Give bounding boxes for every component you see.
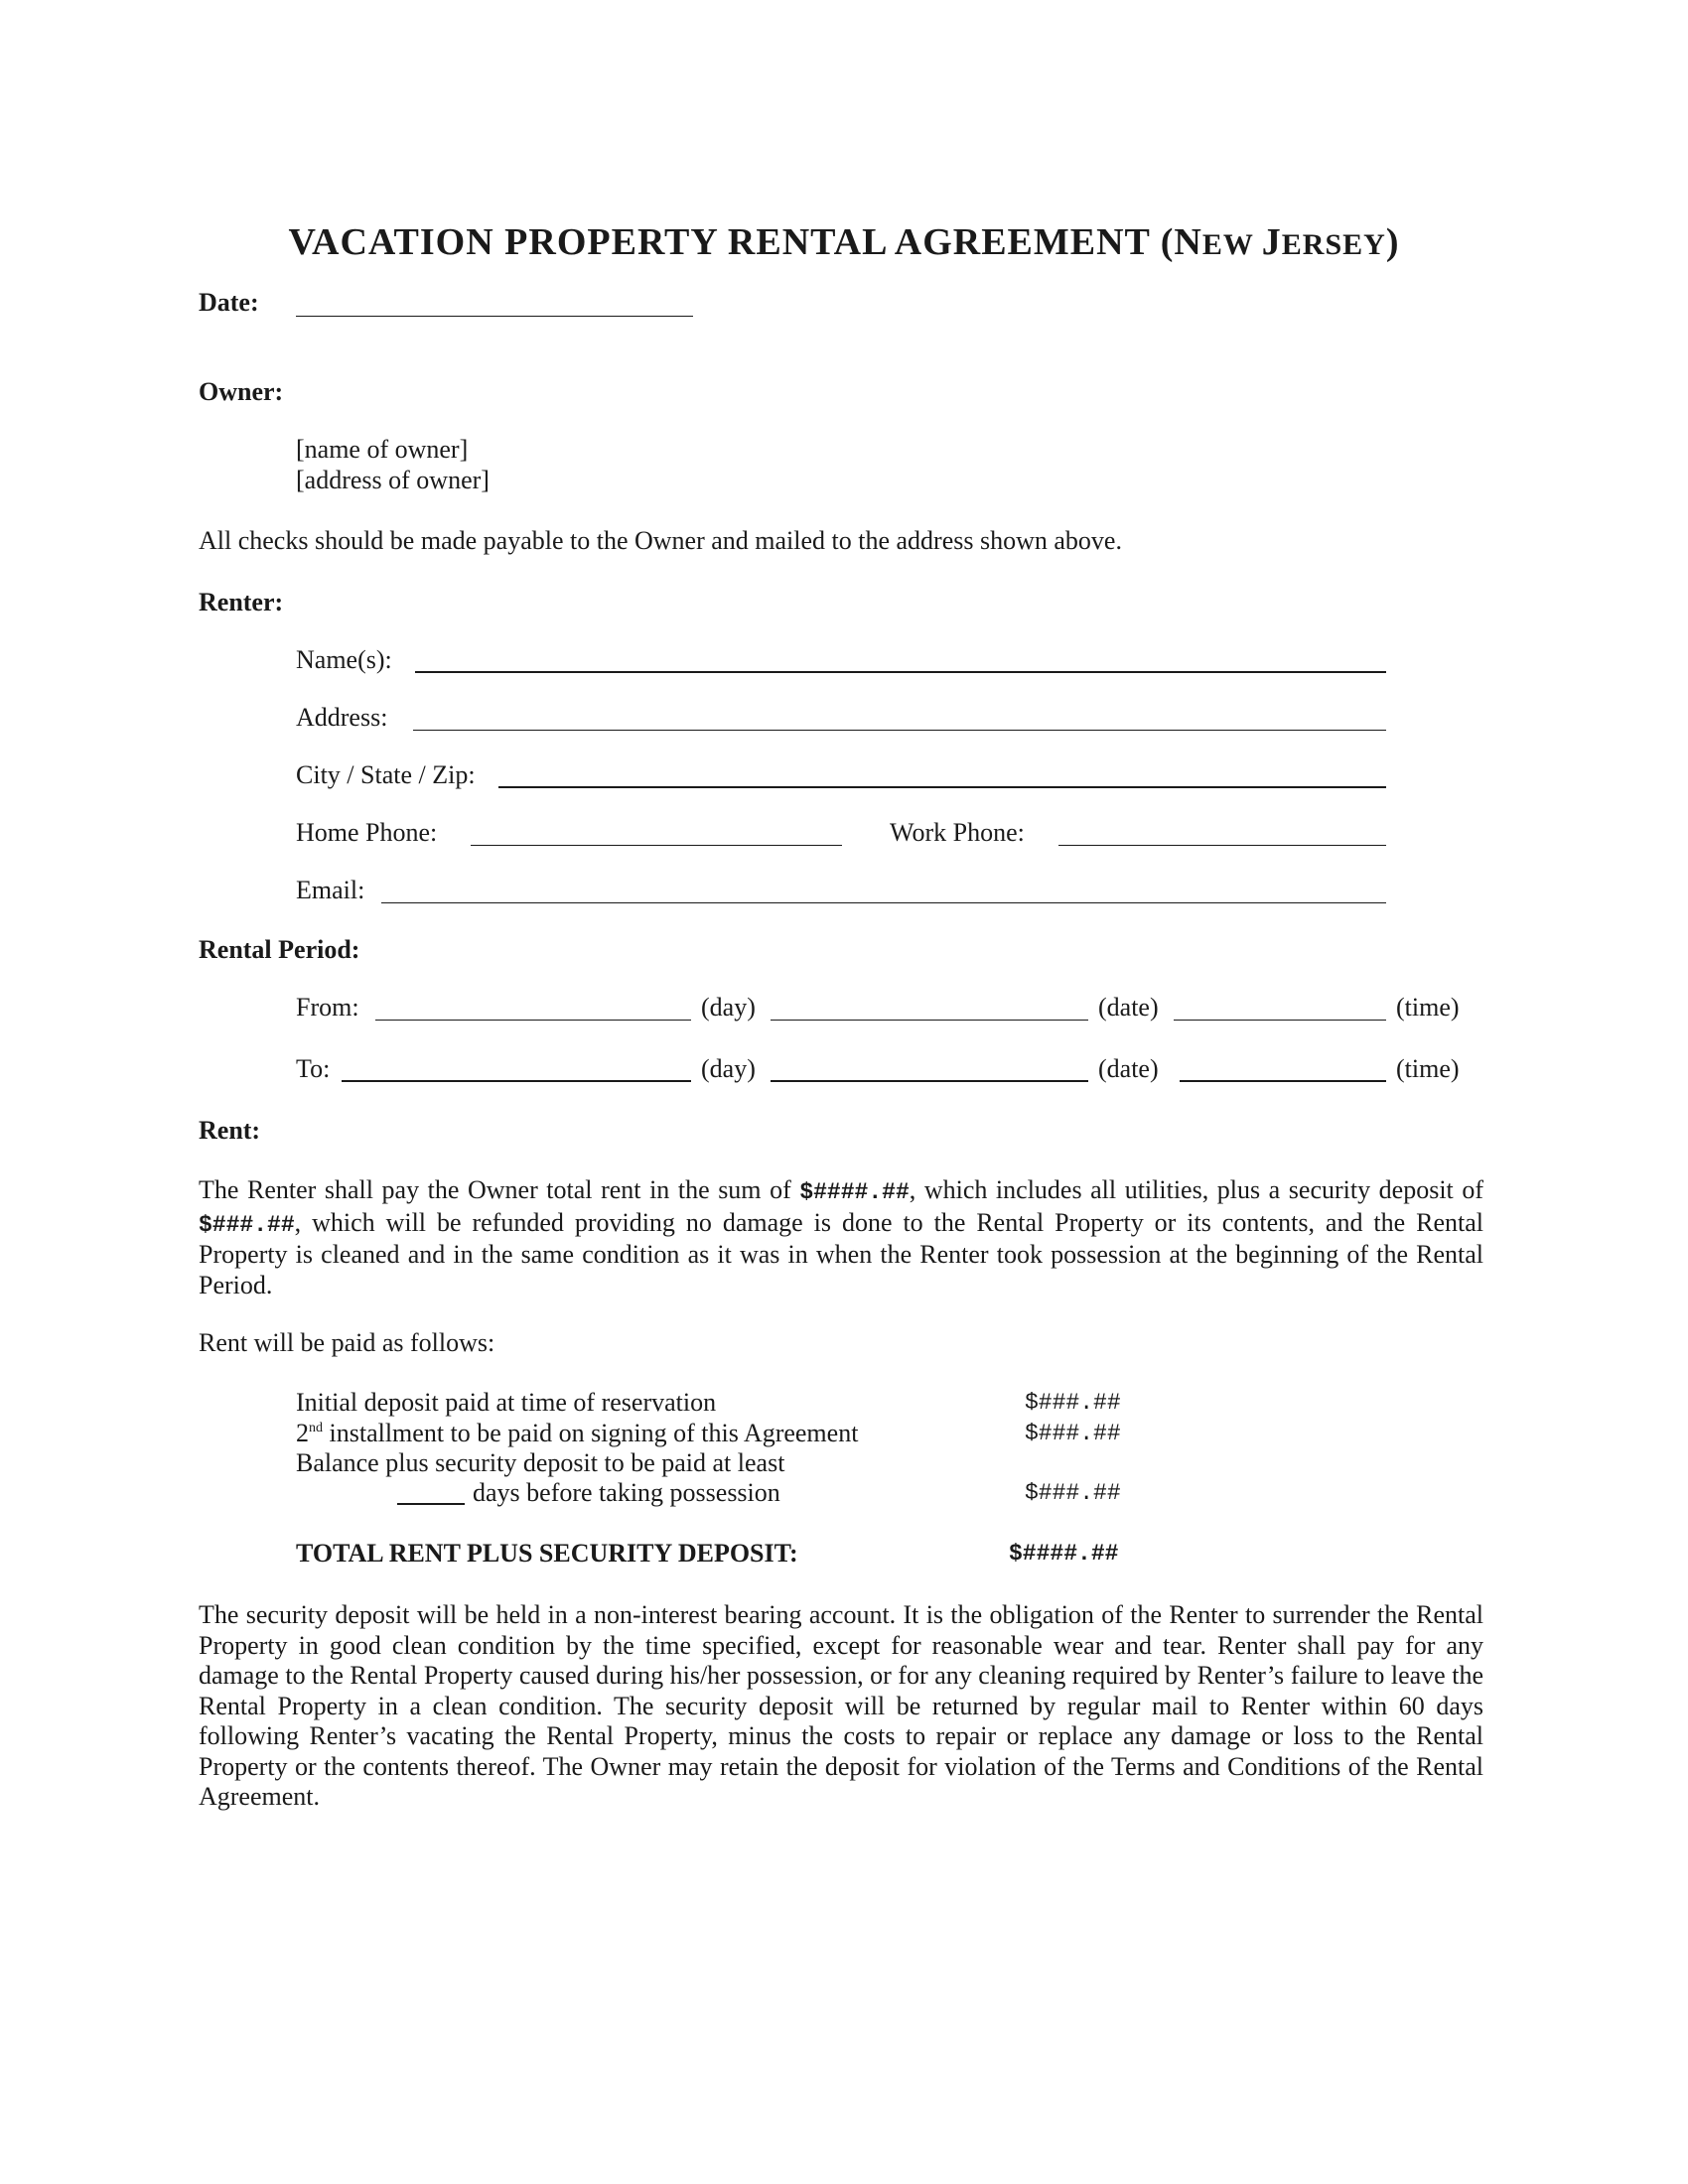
to-label: To:: [296, 1054, 331, 1083]
home-phone-label: Home Phone:: [296, 818, 438, 847]
from-day-label: (day): [701, 993, 756, 1022]
rent-deposit-amount: $###.##: [199, 1211, 295, 1238]
rent-text-b: , which includes all utilities, plus a security deposit of: [909, 1175, 1483, 1204]
to-time-label: (time): [1396, 1054, 1460, 1083]
work-phone-field[interactable]: [1058, 845, 1386, 846]
title-state-n: N: [1174, 221, 1202, 263]
schedule-item-4-label: days before taking possession: [473, 1478, 780, 1507]
paid-as-follows: Rent will be paid as follows:: [199, 1328, 495, 1357]
to-date-field[interactable]: [771, 1080, 1088, 1082]
schedule-item-1-amount: $###.##: [1025, 1390, 1121, 1416]
rent-paragraph: [199, 1175, 1483, 1300]
from-date-field[interactable]: [771, 1020, 1088, 1021]
to-day-field[interactable]: [342, 1080, 691, 1082]
renter-city-field[interactable]: [498, 786, 1386, 788]
home-phone-field[interactable]: [471, 845, 842, 846]
renter-city-label: City / State / Zip:: [296, 760, 476, 789]
owner-heading: Owner:: [199, 377, 284, 406]
title-state-j: J: [1261, 221, 1282, 263]
schedule-item-1-label: Initial deposit paid at time of reservation: [296, 1388, 717, 1417]
email-label: Email:: [296, 876, 365, 904]
renter-address-label: Address:: [296, 703, 388, 732]
to-date-label: (date): [1098, 1054, 1159, 1083]
renter-names-label: Name(s):: [296, 645, 392, 674]
rent-heading: Rent:: [199, 1116, 261, 1145]
from-date-label: (date): [1098, 993, 1159, 1022]
schedule-item-2-text: installment to be paid on signing of this Agreement: [323, 1419, 859, 1447]
rent-text-a: The Renter shall pay the Owner total rent in the sum of: [199, 1175, 800, 1204]
rent-total-amount: $####.##: [799, 1179, 910, 1205]
title-state-ersey: ERSEY: [1281, 228, 1386, 261]
total-amount: $####.##: [1009, 1541, 1119, 1567]
title-main: VACATION PROPERTY RENTAL AGREEMENT (: [288, 221, 1175, 263]
security-paragraph: The security deposit will be held in a non-interest bearing account. It is the obligation of the Renter to surrender the Rental Property in good clean condition by the time specified, except for reasonable wear and tear. Renter shall pay for any damage to the Rental Property caused during his/her possession, or for any cleaning required by Renter’s failure to leave the Rental Property in a clean condition. The security deposit will be returned by regular mail to Renter within 60 days following Renter’s vacating the Rental Property, minus the costs to repair or replace any damage or loss to the Rental Property or the contents thereof. The Owner may retain the deposit for violation of the Terms and Conditions of the Rental Agreement.: [199, 1600, 1483, 1811]
from-time-field[interactable]: [1174, 1020, 1386, 1021]
from-day-field[interactable]: [375, 1020, 691, 1021]
document-title: [0, 220, 1688, 264]
from-time-label: (time): [1396, 993, 1460, 1022]
date-label: Date:: [199, 288, 259, 317]
email-field[interactable]: [381, 902, 1386, 903]
owner-name: [name of owner]: [296, 435, 469, 464]
renter-address-field[interactable]: [413, 730, 1386, 731]
total-label: TOTAL RENT PLUS SECURITY DEPOSIT:: [296, 1539, 798, 1568]
from-label: From:: [296, 993, 359, 1022]
days-before-field[interactable]: [397, 1503, 465, 1505]
work-phone-label: Work Phone:: [890, 818, 1025, 847]
checks-note: All checks should be made payable to the Owner and mailed to the address shown above.: [199, 526, 1122, 555]
schedule-item-4-amount: $###.##: [1025, 1480, 1121, 1506]
schedule-item-2-sup: nd: [309, 1421, 323, 1435]
to-day-label: (day): [701, 1054, 756, 1083]
title-state-ew: EW: [1201, 228, 1262, 261]
rental-period-heading: Rental Period:: [199, 935, 360, 964]
title-close: ): [1385, 221, 1400, 263]
schedule-item-2-label: [296, 1419, 858, 1448]
schedule-item-2-num: 2: [296, 1419, 309, 1447]
schedule-item-2-amount: $###.##: [1025, 1421, 1121, 1446]
date-field[interactable]: [296, 316, 693, 317]
renter-names-field[interactable]: [415, 671, 1386, 673]
to-time-field[interactable]: [1180, 1080, 1386, 1082]
owner-address: [address of owner]: [296, 466, 490, 494]
rent-text-c: , which will be refunded providing no damage is done to the Rental Property or its contents, and the Rental Property is cleaned and in the same condition as it was in when the Renter took possession at the beginning of the Rental Period.: [199, 1207, 1483, 1299]
renter-heading: Renter:: [199, 588, 284, 616]
schedule-item-3-label: Balance plus security deposit to be paid at least: [296, 1448, 785, 1477]
